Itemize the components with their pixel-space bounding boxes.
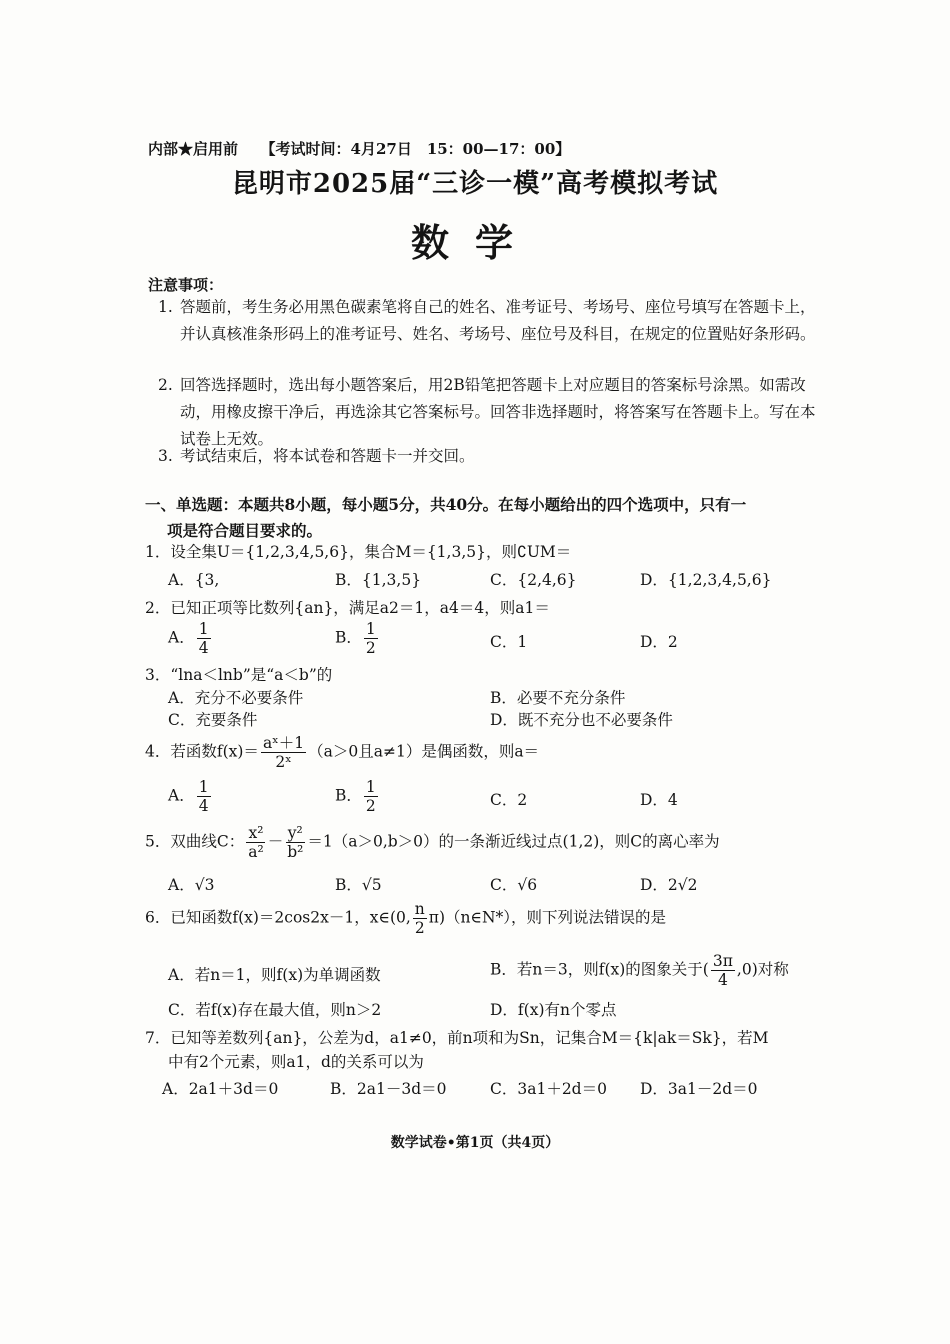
- question-6-option-b-pre: B．若n＝3，则f(x)的图象关于(: [490, 960, 709, 979]
- question-3-stem: 3．“lna＜lnb”是“a＜b”的: [145, 666, 333, 684]
- fraction: [413, 900, 427, 937]
- fraction: [261, 734, 306, 771]
- question-4-option-a: [168, 778, 213, 815]
- question-6-option-d: D．f(x)有n个零点: [490, 1001, 617, 1019]
- fraction-denominator: a²: [248, 843, 264, 861]
- question-5-stem: [145, 824, 720, 861]
- question-6-stem-pre: 6．已知函数f(x)＝2cos2x－1，x∈(0,: [145, 908, 411, 927]
- fraction-numerator: n: [414, 900, 425, 918]
- notice-item-number: 1.: [158, 298, 173, 316]
- question-1-option-d: D．{1,2,3,4,5,6}: [640, 571, 772, 589]
- question-7-option-c: C．3a1＋2d＝0: [490, 1080, 607, 1098]
- fraction-denominator: 2ˣ: [275, 753, 292, 771]
- question-5-stem-pre: 5．双曲线C：: [145, 832, 245, 851]
- minus-sign: －: [267, 832, 284, 851]
- fraction-numerator: y²: [287, 824, 303, 842]
- question-3-option-a: A．充分不必要条件: [168, 689, 304, 707]
- question-2-stem: 2．已知正项等比数列{an}，满足a2＝1，a4＝4，则a1＝: [145, 599, 550, 617]
- question-4-stem-post: （a＞0且a≠1）是偶函数，则a＝: [308, 742, 540, 761]
- question-6-stem: [145, 900, 666, 937]
- question-2-option-c: C．1: [490, 633, 528, 651]
- notice-item: [158, 443, 820, 470]
- notice-item-text: 考试结束后，将本试卷和答题卡一并交回。: [180, 447, 475, 465]
- question-7-option-b: B．2a1－3d＝0: [330, 1080, 447, 1098]
- fraction-denominator: 4: [717, 971, 728, 989]
- fraction-numerator: 1: [198, 620, 209, 638]
- fraction: [285, 824, 305, 861]
- exam-header-note: 内部★启用前 【考试时间：4月27日 15：00—17：00】: [148, 140, 571, 158]
- question-2-option-b: [335, 620, 380, 657]
- notice-item-number: 2.: [158, 376, 173, 394]
- fraction-numerator: 1: [365, 778, 376, 796]
- question-5-option-c: C．√6: [490, 876, 538, 894]
- fraction-denominator: b²: [287, 843, 304, 861]
- fraction-denominator: 4: [198, 797, 209, 815]
- section-heading-line1: 一、单选题：本题共8小题，每小题5分，共40分。在每小题给出的四个选项中，只有一: [145, 495, 747, 514]
- fraction: [197, 778, 211, 815]
- question-1-option-a: A．{3,: [168, 571, 220, 589]
- section-heading-line2: 项是符合题目要求的。: [167, 521, 323, 540]
- question-3-option-d: D．既不充分也不必要条件: [490, 711, 673, 729]
- notice-item: [158, 372, 820, 453]
- fraction-numerator: 1: [365, 620, 376, 638]
- section-heading: [145, 492, 820, 544]
- question-4-stem: [145, 734, 539, 771]
- option-label: A．: [168, 628, 195, 647]
- question-3-option-c: C．充要条件: [168, 711, 258, 729]
- question-2-option-d: D．2: [640, 633, 678, 651]
- question-7-stem-line1: 7．已知等差数列{an}，公差为d，a1≠0，前n项和为Sn，记集合M＝{k|ak＝Sk}，若M: [145, 1029, 769, 1047]
- question-5-option-b: B．√5: [335, 876, 382, 894]
- exam-subject: 数学: [410, 220, 539, 265]
- page-footer: 数学试卷•第1页（共4页）: [390, 1135, 560, 1151]
- option-label: A．: [168, 786, 195, 805]
- fraction-denominator: 2: [365, 639, 376, 657]
- question-4-option-d: D．4: [640, 791, 678, 809]
- question-6-option-b: [490, 952, 789, 989]
- fraction: [197, 620, 211, 657]
- question-6-option-c: C．若f(x)存在最大值，则n＞2: [168, 1001, 382, 1019]
- option-label: B．: [335, 628, 362, 647]
- fraction-denominator: 4: [198, 639, 209, 657]
- notice-item-text: 答题前，考生务必用黑色碳素笔将自己的姓名、准考证号、考场号、座位号填写在答题卡上，并认真核准条形码上的准考证号、姓名、考场号、座位号及科目，在规定的位置贴好条形码。: [180, 298, 816, 343]
- question-6-stem-post: π)（n∈N*），则下列说法错误的是: [428, 908, 667, 927]
- question-1-option-b: B．{1,3,5}: [335, 571, 422, 589]
- question-2-option-a: [168, 620, 213, 657]
- question-7-stem-line2: 中有2个元素，则a1，d的关系可以为: [168, 1053, 424, 1071]
- fraction: [711, 952, 735, 989]
- notice-item: [158, 294, 820, 348]
- question-6-option-b-post: ,0)对称: [736, 960, 789, 979]
- question-7-option-a: A．2a1＋3d＝0: [162, 1080, 279, 1098]
- fraction: [364, 778, 378, 815]
- notice-item-text: 回答选择题时，选出每小题答案后，用2B铅笔把答题卡上对应题目的答案标号涂黑。如需改动，用橡皮擦干净后，再选涂其它答案标号。回答非选择题时，将答案写在答题卡上。写在本试卷上无效。: [180, 376, 816, 448]
- notice-title: 注意事项：: [148, 276, 224, 294]
- option-label: B．: [335, 786, 362, 805]
- fraction: [364, 620, 378, 657]
- fraction-numerator: aˣ＋1: [262, 734, 305, 752]
- question-5-option-a: A．√3: [168, 876, 215, 894]
- fraction-denominator: 2: [414, 919, 425, 937]
- fraction-denominator: 2: [365, 797, 376, 815]
- question-4-option-c: C．2: [490, 791, 528, 809]
- fraction-numerator: 3π: [712, 952, 733, 970]
- notice-item-number: 3.: [158, 447, 173, 465]
- question-6-option-a: A．若n＝1，则f(x)为单调函数: [168, 966, 381, 984]
- fraction-numerator: x²: [248, 824, 264, 842]
- question-7-option-d: D．3a1－2d＝0: [640, 1080, 758, 1098]
- question-5-stem-post: ＝1（a＞0,b＞0）的一条渐近线过点(1,2)，则C的离心率为: [307, 832, 720, 851]
- question-1-stem: 1．设全集U＝{1,2,3,4,5,6}，集合M＝{1,3,5}，则∁UM＝: [145, 543, 572, 561]
- question-5-option-d: D．2√2: [640, 876, 698, 894]
- fraction: [246, 824, 265, 861]
- question-4-stem-pre: 4．若函数f(x)＝: [145, 742, 259, 761]
- question-1-option-c: C．{2,4,6}: [490, 571, 577, 589]
- question-3-option-b: B．必要不充分条件: [490, 689, 626, 707]
- fraction-numerator: 1: [198, 778, 209, 796]
- exam-title: 昆明市2025届“三诊一模”高考模拟考试: [231, 169, 719, 199]
- question-4-option-b: [335, 778, 380, 815]
